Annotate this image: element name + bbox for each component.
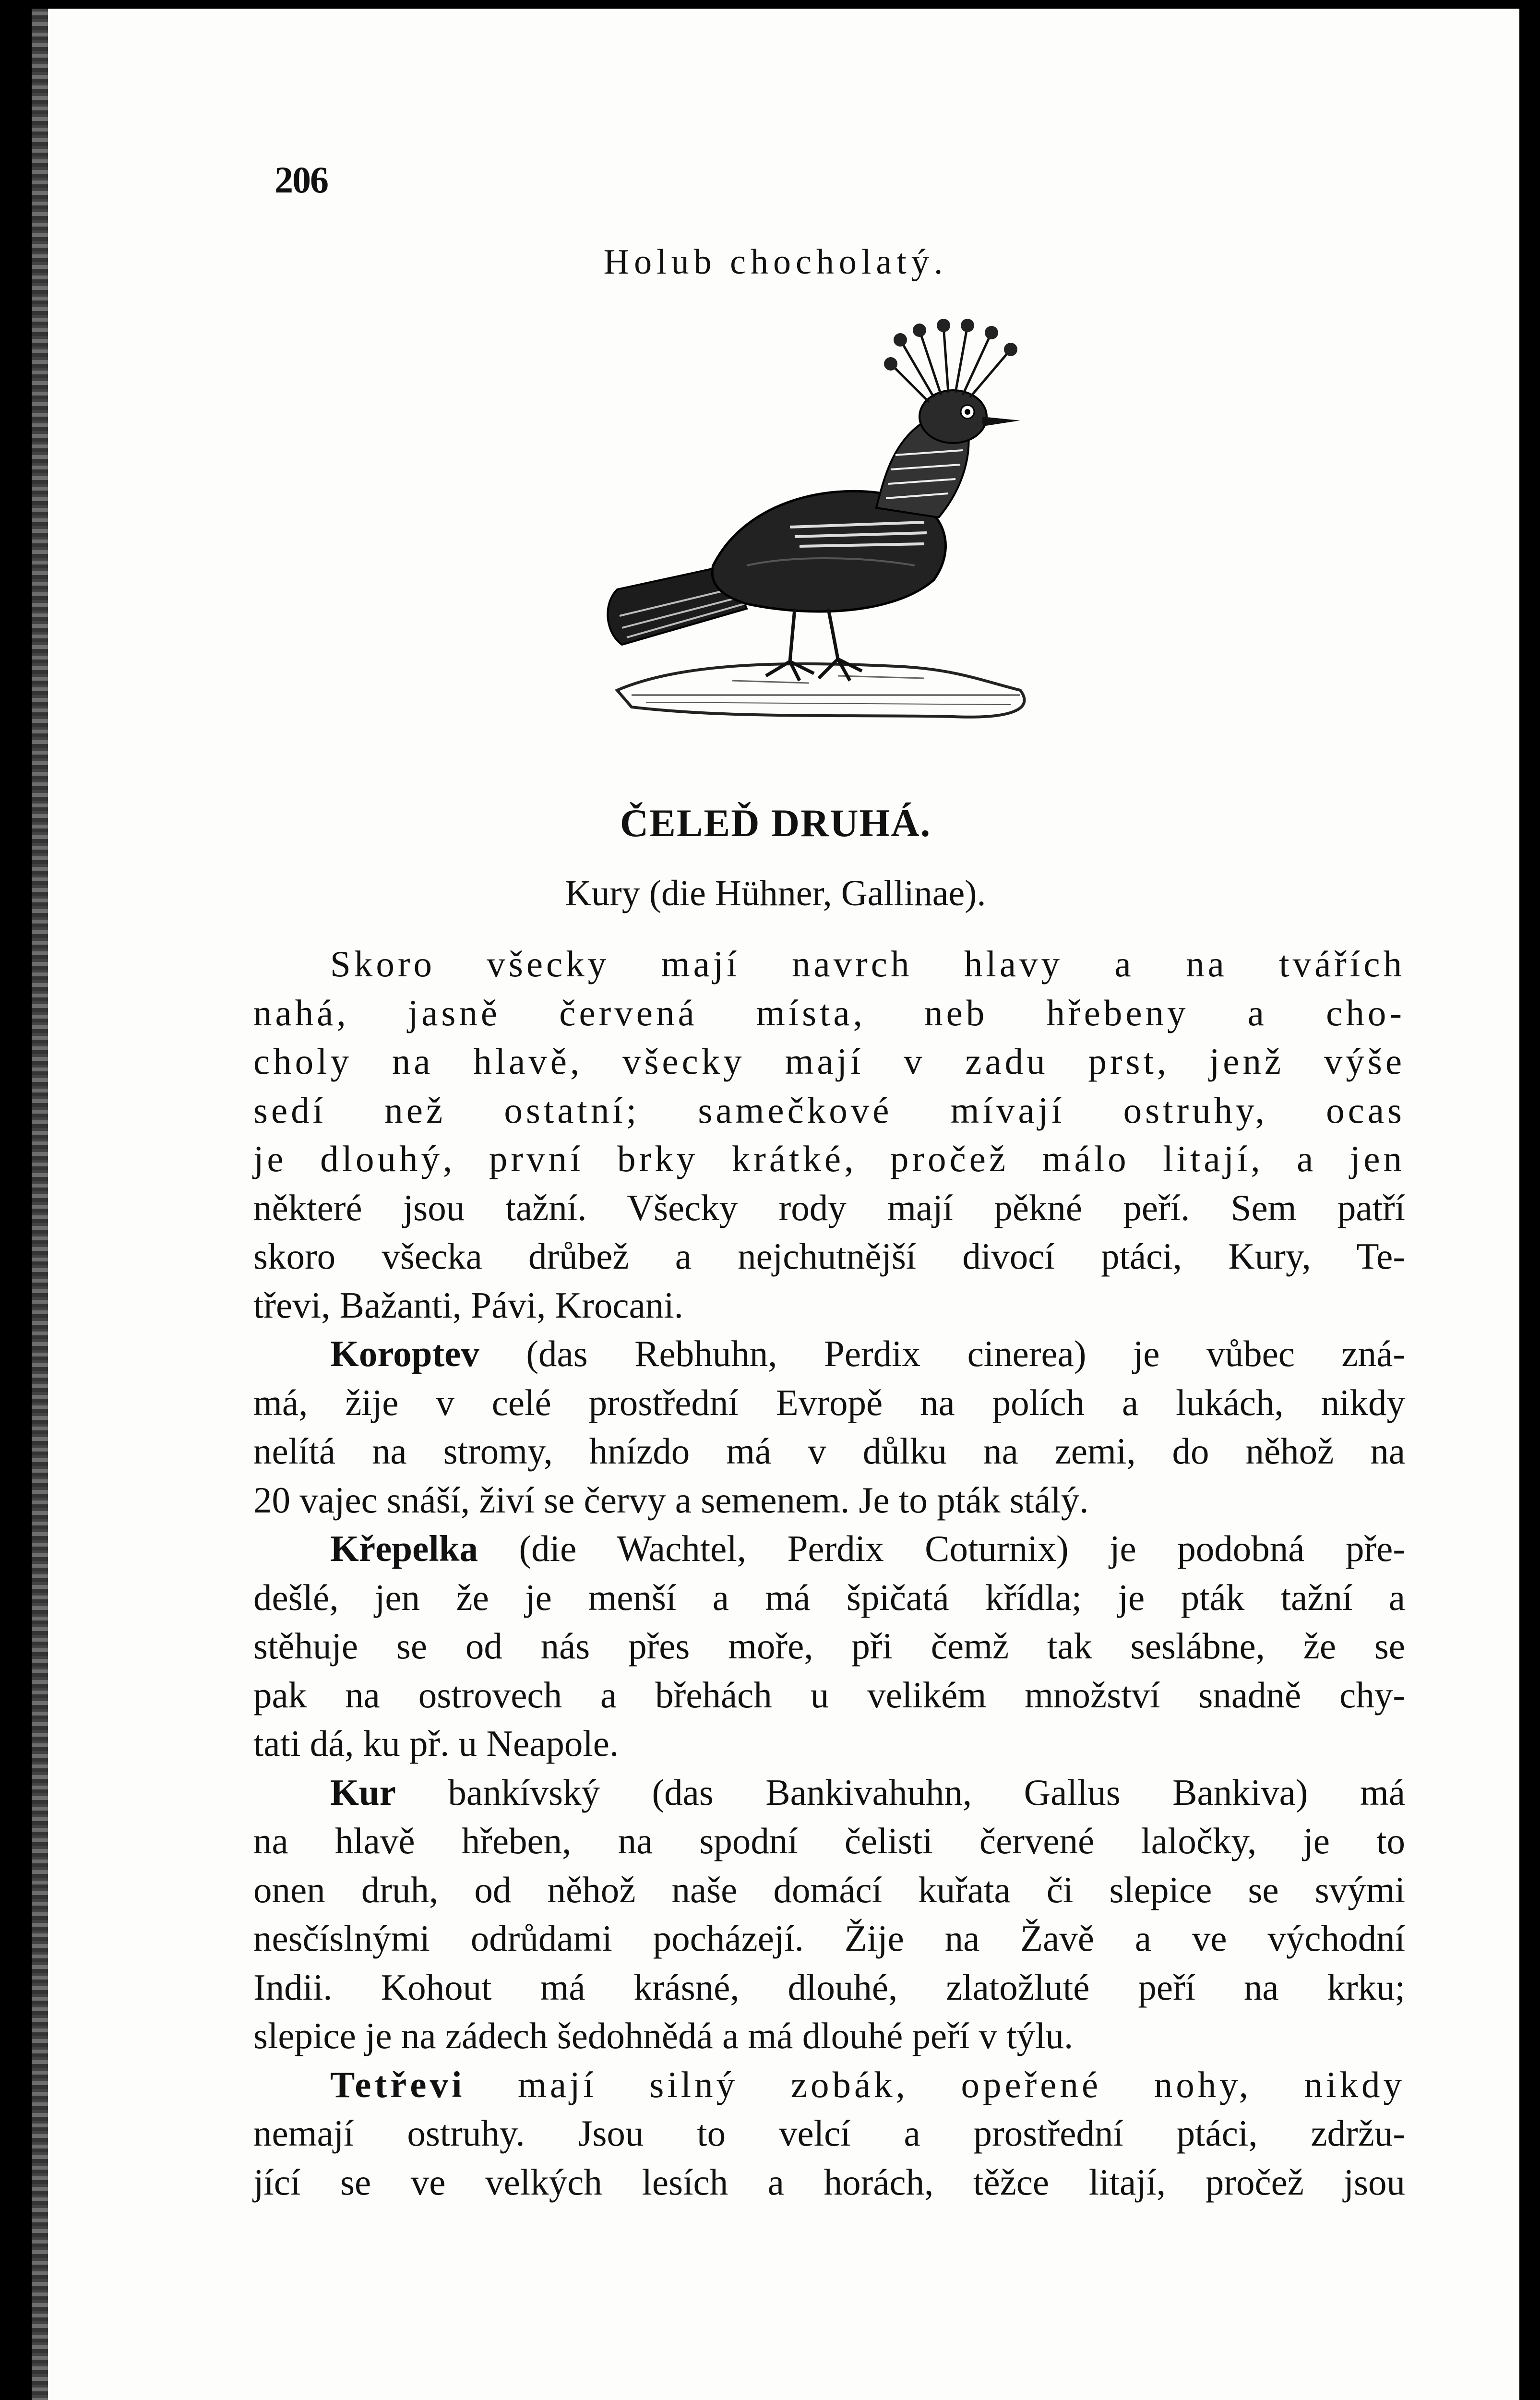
text-line: stěhuje se od nás přes moře, při čemž tak seslábne, že se: [253, 1625, 1405, 1667]
body-text: [253, 940, 1405, 2207]
text-line: jící se ve velkých lesích a horách, těžce litají, pročež jsou: [253, 2161, 1405, 2203]
crested-pigeon-illustration: [588, 297, 1107, 767]
section-subtitle: Kury (die Hühner, Gallinae).: [565, 873, 986, 913]
text-line: některé jsou tažní. Všecky rody mají pěkné peří. Sem patří: [253, 1187, 1405, 1228]
page-number: 206: [275, 159, 328, 201]
text-line: Skoro všecky mají navrch hlavy a na tvářích: [330, 943, 1405, 984]
text-line: sedí než ostatní; samečkové mívají ostruhy, ocas: [253, 1089, 1405, 1131]
text-line: nelítá na stromy, hnízdo má v důlku na zemi, do něhož na: [253, 1430, 1405, 1472]
text-line: třevi, Bažanti, Pávi, Krocani.: [253, 1284, 683, 1326]
text-line: nemají ostruhy. Jsou to velcí a prostřední ptáci, zdržu-: [253, 2112, 1405, 2154]
figure-caption: Holub chocholatý.: [603, 242, 948, 282]
text-line: Koroptev (das Rebhuhn, Perdix cinerea) je vůbec zná-: [330, 1333, 1405, 1374]
text-line: má, žije v celé prostřední Evropě na polích a lukách, nikdy: [253, 1381, 1405, 1423]
text-line: skoro všecka drůbež a nejchutnější divocí ptáci, Kury, Te-: [253, 1236, 1405, 1277]
text-line: Indii. Kohout má krásné, dlouhé, zlatožluté peří na krku;: [253, 1966, 1405, 2008]
term-kur: Kur: [330, 1771, 396, 1813]
text-line: Kur bankívský (das Bankivahuhn, Gallus Bankiva) má: [330, 1771, 1405, 1813]
text-line: pak na ostrovech a břehách u velikém množství snadně chy-: [253, 1674, 1405, 1716]
text-line: Křepelka (die Wachtel, Perdix Coturnix) je podobná pře-: [330, 1528, 1405, 1569]
term-koroptev: Koroptev: [330, 1333, 479, 1374]
text-line: je dlouhý, první brky krátké, pročež málo litají, a jen: [253, 1138, 1405, 1179]
text-line: nesčíslnými odrůdami pocházejí. Žije na Žavě a ve východní: [253, 1918, 1405, 1959]
text-line: onen druh, od něhož naše domácí kuřata či slepice se svými: [253, 1869, 1405, 1910]
text-line: Tetřevi mají silný zobák, opeřené nohy, nikdy: [330, 2064, 1405, 2105]
text-line: nahá, jasně červená místa, neb hřebeny a cho-: [253, 992, 1405, 1033]
text-line: 20 vajec snáší, živí se červy a semenem. Je to pták stálý.: [253, 1479, 1089, 1521]
book-page: [32, 9, 1519, 2400]
term-krepelka: Křepelka: [330, 1528, 478, 1569]
term-tetrevi: Tetřevi: [330, 2064, 466, 2105]
text-line: choly na hlavě, všecky mají v zadu prst, jenž výše: [253, 1041, 1405, 1082]
text-line: na hlavě hřeben, na spodní čelisti červené laločky, je to: [253, 1820, 1405, 1861]
text-line: dešlé, jen že je menší a má špičatá křídla; je pták tažní a: [253, 1576, 1405, 1618]
text-line: slepice je na zádech šedohnědá a má dlouhé peří v týlu.: [253, 2015, 1074, 2056]
text-line: tati dá, ku př. u Neapole.: [253, 1723, 619, 1764]
page-binding-edge: [32, 9, 48, 2400]
section-title: ČELEĎ DRUHÁ.: [620, 801, 931, 845]
